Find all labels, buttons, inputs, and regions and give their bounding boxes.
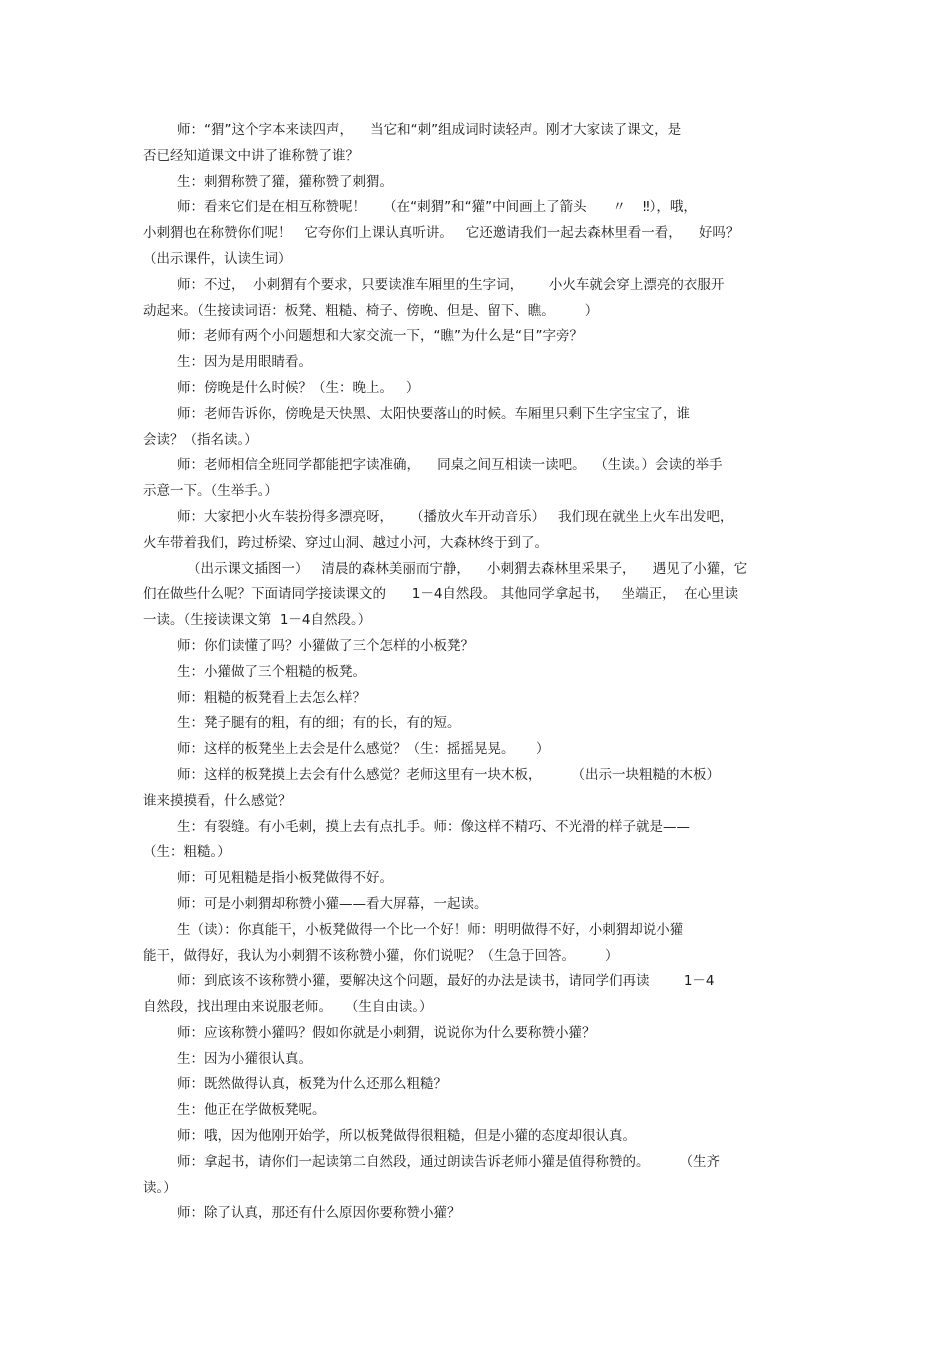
text-line-34: 师：到底该不该称赞小獾，要解决这个问题，最好的办法是读书，请同学们再读 1－4 <box>177 973 715 990</box>
text-line-26: 师：这样的板凳摸上去会有什么感觉？老师这里有一块木板， （出示一块粗糙的木板） <box>177 766 721 783</box>
text-line-5: 小刺猬也在称赞你们呢！ 它夸你们上课认真听讲。 它还邀请我们一起去森林里看一看， 好吗？ <box>143 225 740 242</box>
lesson-transcript <box>143 118 808 1227</box>
text-line-25: 师：这样的板凳坐上去会是什么感觉？（生：摇摇晃晃。 ） <box>177 741 550 758</box>
text-line-39: 生：他正在学做板凳呢。 <box>177 1102 326 1119</box>
text-line-37: 生：因为小獾很认真。 <box>177 1050 312 1067</box>
text-line-16: 师：大家把小火车装扮得多漂亮呀， （播放火车开动音乐） 我们现在就坐上火车出发吧， <box>177 508 734 525</box>
text-line-28: 生：有裂缝。有小毛刺，摸上去有点扎手。师：像这样不精巧、不光滑的样子就是—— <box>177 818 690 835</box>
text-line-15: 示意一下。（生举手。） <box>143 483 278 500</box>
text-line-31: 师：可是小刺猬却称赞小獾——看大屏幕，一起读。 <box>177 895 488 912</box>
text-line-43: 师：除了认真，那还有什么原因你要称赞小獾？ <box>177 1205 461 1222</box>
text-line-4: 师：看来它们是在相互称赞呢！ （在“刺猬”和“獾”中间画上了箭头 〃 ‼），哦， <box>177 199 697 216</box>
text-line-27: 谁来摸摸看，什么感觉？ <box>143 792 292 809</box>
text-line-24: 生：凳子腿有的粗，有的细；有的长，有的短。 <box>177 715 461 732</box>
text-line-22: 生：小獾做了三个粗糙的板凳。 <box>177 663 366 680</box>
text-line-19: 们在做些什么呢？下面请同学接读课文的 1－4自然段。 其他同学拿起书， 坐端正， 在心里读 <box>143 586 739 603</box>
text-line-33: 能干，做得好，我认为小刺猬不该称赞小獾，你们说呢？（生急于回答。 ） <box>143 947 619 964</box>
text-line-11: 师：傍晚是什么时候？（生：晚上。 ） <box>177 379 420 396</box>
text-line-20: 一读。（生接读课文第 1－4自然段。） <box>143 612 372 629</box>
text-line-17: 火车带着我们，跨过桥梁、穿过山洞、越过小河，大森林终于到了。 <box>143 534 548 551</box>
text-line-7: 师：不过， 小刺猬有个要求，只要读准车厢里的生字词， 小火车就会穿上漂亮的衣服开 <box>177 276 725 293</box>
text-line-21: 师：你们读懂了吗？小獾做了三个怎样的小板凳？ <box>177 637 474 654</box>
text-line-12: 师：老师告诉你，傍晚是天快黑、太阳快要落山的时候。车厢里只剩下生字宝宝了，谁 <box>177 405 690 422</box>
text-line-29: （生：粗糙。） <box>143 844 231 861</box>
text-line-38: 师：既然做得认真，板凳为什么还那么粗糙？ <box>177 1076 447 1093</box>
text-line-10: 生：因为是用眼睛看。 <box>177 354 312 371</box>
text-line-2: 否已经知道课文中讲了谁称赞了谁？ <box>143 147 359 164</box>
text-line-14: 师：老师相信全班同学都能把字读准确， 同桌之间互相读一读吧。 （生读。）会读的举手 <box>177 457 723 474</box>
text-line-23: 师：粗糙的板凳看上去怎么样？ <box>177 689 366 706</box>
text-line-13: 会读？（指名读。） <box>143 431 258 448</box>
text-line-35: 自然段，找出理由来说服老师。 （生自由读。） <box>143 999 433 1016</box>
text-line-40: 师：哦，因为他刚开始学，所以板凳做得很粗糙，但是小獾的态度却很认真。 <box>177 1128 636 1145</box>
text-line-32: 生（读）：你真能干，小板凳做得一个比一个好！师：明明做得不好，小刺猬却说小獾 <box>177 921 684 938</box>
text-line-30: 师：可见粗糙是指小板凳做得不好。 <box>177 870 393 887</box>
text-line-36: 师：应该称赞小獾吗？假如你就是小刺猬，说说你为什么要称赞小獾？ <box>177 1024 596 1041</box>
text-line-3: 生：刺猬称赞了獾，獾称赞了刺猬。 <box>177 173 393 190</box>
text-line-9: 师：老师有两个小问题想和大家交流一下，“瞧”为什么是“目”字旁？ <box>177 328 583 345</box>
text-line-41: 师：拿起书，请你们一起读第二自然段，通过朗读告诉老师小獾是值得称赞的。 （生齐 <box>177 1153 721 1170</box>
text-line-42: 读。） <box>143 1179 177 1196</box>
text-line-1: 师：“猬”这个字本来读四声， 当它和“刺”组成词时读轻声。刚才大家读了课文，是 <box>177 122 682 138</box>
text-line-8: 动起来。（生接读词语：板凳、粗糙、椅子、傍晚、但是、留下、瞧。 ） <box>143 302 599 319</box>
text-line-18: （出示课文插图一） 清晨的森林美丽而宁静， 小刺猬去森林里采果子， 遇见了小獾，它 <box>187 560 748 577</box>
text-line-6: （出示课件，认读生词） <box>143 250 292 267</box>
